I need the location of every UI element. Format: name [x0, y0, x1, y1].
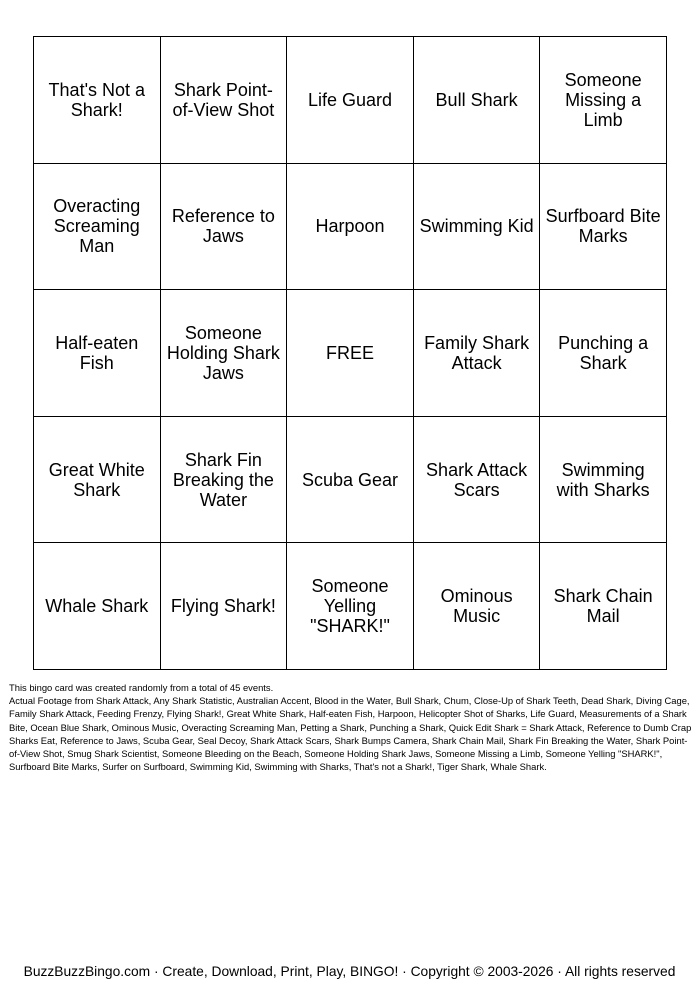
bingo-cell: Overacting Screaming Man — [34, 163, 161, 290]
bingo-cell: Someone Yelling "SHARK!" — [287, 543, 414, 670]
bingo-cell: Swimming with Sharks — [540, 416, 667, 543]
bingo-cell: Life Guard — [287, 37, 414, 164]
bingo-cell: Half-eaten Fish — [34, 290, 161, 417]
bingo-free-cell: FREE — [287, 290, 414, 417]
bingo-cell: That's Not a Shark! — [34, 37, 161, 164]
bingo-cell: Flying Shark! — [160, 543, 287, 670]
bingo-cell: Scuba Gear — [287, 416, 414, 543]
bingo-row — [34, 416, 667, 543]
bingo-row — [34, 290, 667, 417]
bingo-row — [34, 163, 667, 290]
bingo-cell: Great White Shark — [34, 416, 161, 543]
footnote-event-list: Actual Footage from Shark Attack, Any Shark Statistic, Australian Accent, Blood in the Water, Bull Shark, Chum, Close-Up of Shark Teeth, Dead Shark, Diving Cage, Family Shark Attack, Feeding Frenzy, Flying Shark!, Great White Shark, Half-eaten Fish, Harpoon, Helicopter Shot of Sharks, Life Guard, Measurements of a Shark Bite, Ocean Blue Shark, Ominous Music, Overacting Screaming Man, Petting a Shark, Punching a Shark, Quick Edit Shark = Shark Attack, Reference to Dumb Crap Sharks Eat, Reference to Jaws, Scuba Gear, Seal Decoy, Shark Attack Scars, Shark Bumps Camera, Shark Chain Mail, Shark Fin Breaking the Water, Shark Point-of-View Shot, Smug Shark Scientist, Someone Bleeding on the Beach, Someone Holding Shark Jaws, Someone Missing a Limb, Someone Yelling "SHARK!", Surfboard Bite Marks, Surfer on Surfboard, Swimming Kid, Swimming with Sharks, That's not a Shark!, Tiger Shark, Whale Shark. — [9, 695, 692, 773]
bingo-row — [34, 37, 667, 164]
bingo-cell: Ominous Music — [413, 543, 540, 670]
bingo-cell: Swimming Kid — [413, 163, 540, 290]
bingo-cell: Shark Fin Breaking the Water — [160, 416, 287, 543]
bingo-cell: Shark Attack Scars — [413, 416, 540, 543]
bingo-cell: Shark Chain Mail — [540, 543, 667, 670]
bingo-cell: Punching a Shark — [540, 290, 667, 417]
bingo-cell: Someone Missing a Limb — [540, 37, 667, 164]
bingo-cell: Harpoon — [287, 163, 414, 290]
bingo-cell: Bull Shark — [413, 37, 540, 164]
footnote-intro: This bingo card was created randomly from a total of 45 events. — [9, 682, 274, 693]
bingo-cell: Reference to Jaws — [160, 163, 287, 290]
bingo-cell: Shark Point-of-View Shot — [160, 37, 287, 164]
bingo-cell: Someone Holding Shark Jaws — [160, 290, 287, 417]
bingo-card-grid — [33, 36, 667, 670]
page-footer: BuzzBuzzBingo.com · Create, Download, Print, Play, BINGO! · Copyright © 2003-2026 · All rights reserved — [23, 964, 676, 979]
card-footnote — [9, 681, 692, 773]
bingo-cell: Whale Shark — [34, 543, 161, 670]
bingo-row — [34, 543, 667, 670]
bingo-cell: Family Shark Attack — [413, 290, 540, 417]
bingo-cell: Surfboard Bite Marks — [540, 163, 667, 290]
